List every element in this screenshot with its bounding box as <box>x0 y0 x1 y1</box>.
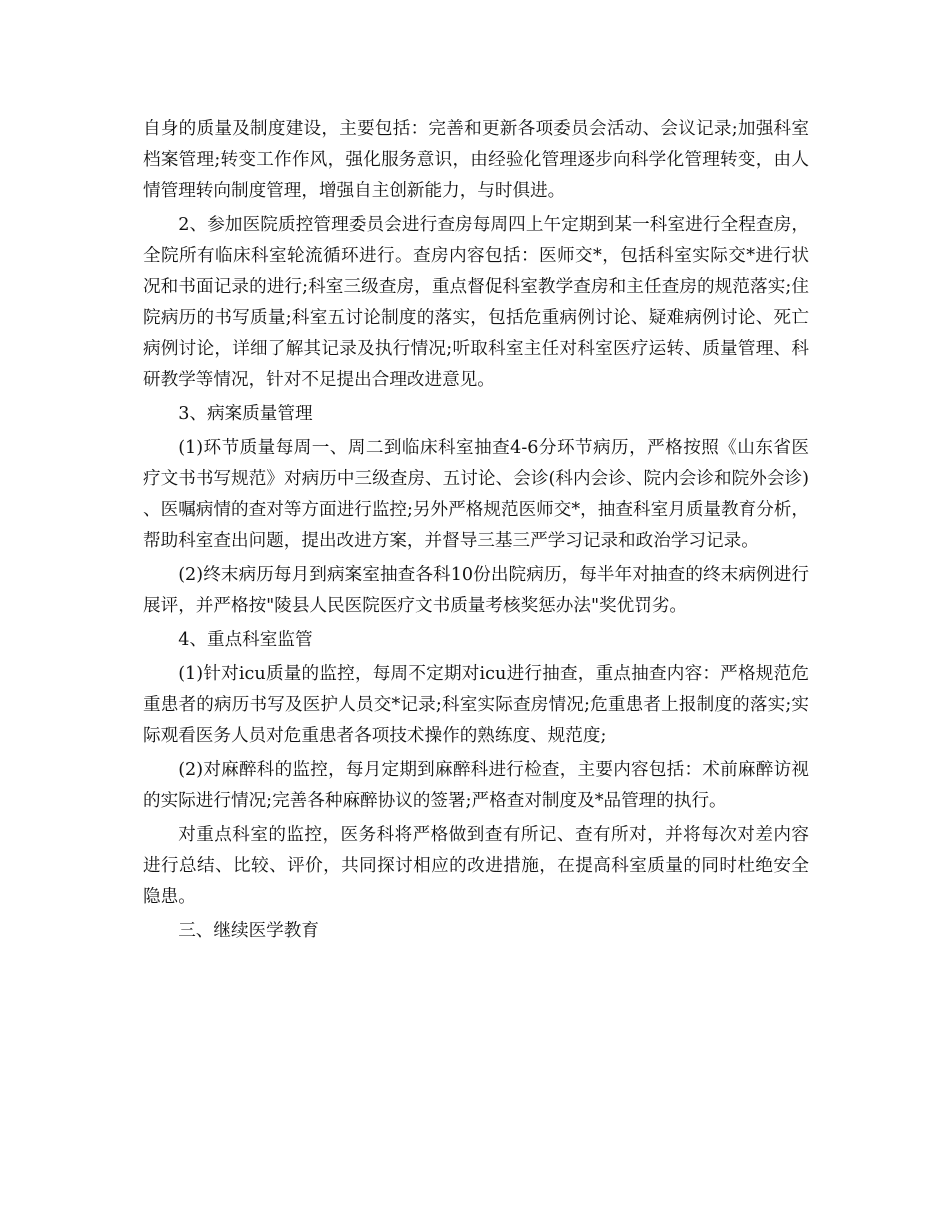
paragraph-ward-rounds: 2、参加医院质控管理委员会进行查房每周四上午定期到某一科室进行全程查房，全院所有临床科室轮流循环进行。查房内容包括：医师交*，包括科室实际交*进行状况和书面记录的进行;科室三级查房，重点督促科室教学查房和主任查房的规范落实;住院病历的书写质量;科室五讨论制度的落实，包括危重病例讨论、疑难病例讨论、死亡病例讨论，详细了解其记录及执行情况;听取科室主任对科室医疗运转、质量管理、科研教学等情况，针对不足提出合理改进意见。 <box>143 215 809 390</box>
document-body <box>143 114 809 950</box>
heading-medical-records: 3、病案质量管理 <box>178 404 313 424</box>
paragraph-process-quality: (1)环节质量每周一、周二到临床科室抽查4-6分环节病历，严格按照《山东省医疗文书书写规范》对病历中三级查房、五讨论、会诊(科内会诊、院内会诊和院外会诊)、医嘱病情的查对等方面进行监控;另外严格规范医师交*，抽查科室月质量教育分析，帮助科室查出问题，提出改进方案，并督导三基三严学习记录和政治学习记录。 <box>143 438 809 551</box>
paragraph-key-dept-summary: 对重点科室的监控，医务科将严格做到查有所记、查有所对，并将每次对差内容进行总结、比较、评价，共同探讨相应的改进措施，在提高科室质量的同时杜绝安全隐患。 <box>143 825 809 907</box>
heading-key-departments: 4、重点科室监管 <box>178 630 313 650</box>
heading-continuing-education: 三、继续医学教育 <box>178 921 319 941</box>
paragraph-quality-system: 自身的质量及制度建设，主要包括：完善和更新各项委员会活动、会议记录;加强科室档案管理;转变工作作风，强化服务意识，由经验化管理逐步向科学化管理转变，由人情管理转向制度管理，增强自主创新能力，与时俱进。 <box>143 119 809 201</box>
paragraph-anesthesia-monitoring: (2)对麻醉科的监控，每月定期到麻醉科进行检查，主要内容包括：术前麻醉访视的实际进行情况;完善各种麻醉协议的签署;严格查对制度及*品管理的执行。 <box>143 760 809 811</box>
paragraph-icu-monitoring: (1)针对icu质量的监控，每周不定期对icu进行抽查，重点抽查内容：严格规范危重患者的病历书写及医护人员交*记录;科室实际查房情况;危重患者上报制度的落实;实际观看医务人员对危重患者各项技术操作的熟练度、规范度; <box>143 664 809 746</box>
paragraph-final-records: (2)终末病历每月到病案室抽查各科10份出院病历，每半年对抽查的终末病例进行展评，并严格按"陵县人民医院医疗文书质量考核奖惩办法"奖优罚劣。 <box>143 565 809 616</box>
